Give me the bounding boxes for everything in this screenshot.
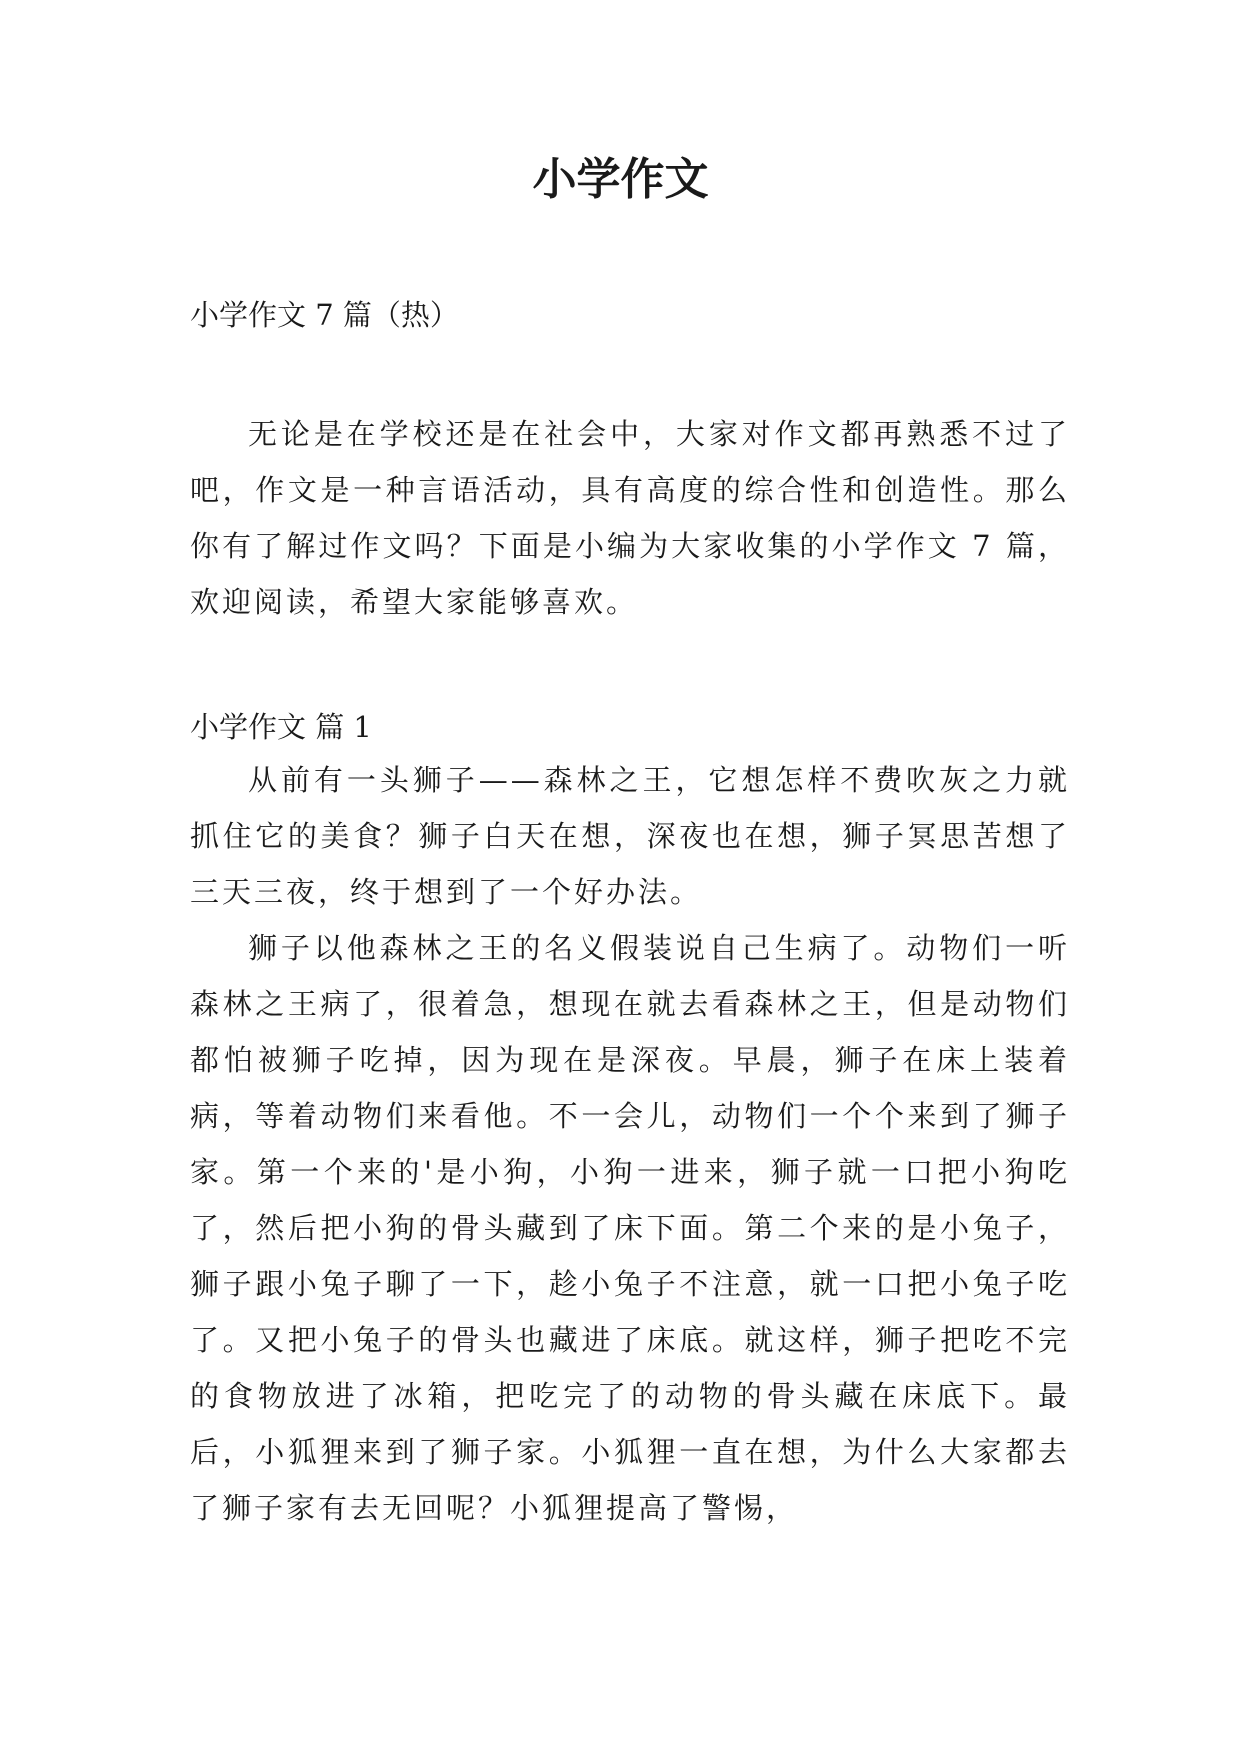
section-body (190, 752, 1070, 1536)
intro-block (190, 406, 1070, 630)
section-paragraph-1: 从前有一头狮子——森林之王，它想怎样不费吹灰之力就抓住它的美食？狮子白天在想，深夜也在想，狮子冥思苦想了三天三夜，终于想到了一个好办法。 (190, 763, 1070, 909)
document-subtitle: 小学作文 7 篇（热） (190, 298, 459, 332)
document-title: 小学作文 (532, 154, 709, 205)
section-heading: 小学作文 篇 1 (190, 710, 372, 744)
intro-paragraph: 无论是在学校还是在社会中，大家对作文都再熟悉不过了吧，作文是一种言语活动，具有高度的综合性和创造性。那么你有了解过作文吗？下面是小编为大家收集的小学作文 7 篇，欢迎阅读，希望大家能够喜欢。 (190, 417, 1070, 619)
section-paragraph-2: 狮子以他森林之王的名义假装说自己生病了。动物们一听森林之王病了，很着急，想现在就去看森林之王，但是动物们都怕被狮子吃掉，因为现在是深夜。早晨，狮子在床上装着病，等着动物们来看他。不一会儿，动物们一个个来到了狮子家。第一个来的'是小狗，小狗一进来，狮子就一口把小狗吃了，然后把小狗的骨头藏到了床下面。第二个来的是小兔子，狮子跟小兔子聊了一下，趁小兔子不注意，就一口把小兔子吃了。又把小兔子的骨头也藏进了床底。就这样，狮子把吃不完的食物放进了冰箱，把吃完了的动物的骨头藏在床底下。最后，小狐狸来到了狮子家。小狐狸一直在想，为什么大家都去了狮子家有去无回呢？小狐狸提高了警惕， (190, 931, 1070, 1525)
